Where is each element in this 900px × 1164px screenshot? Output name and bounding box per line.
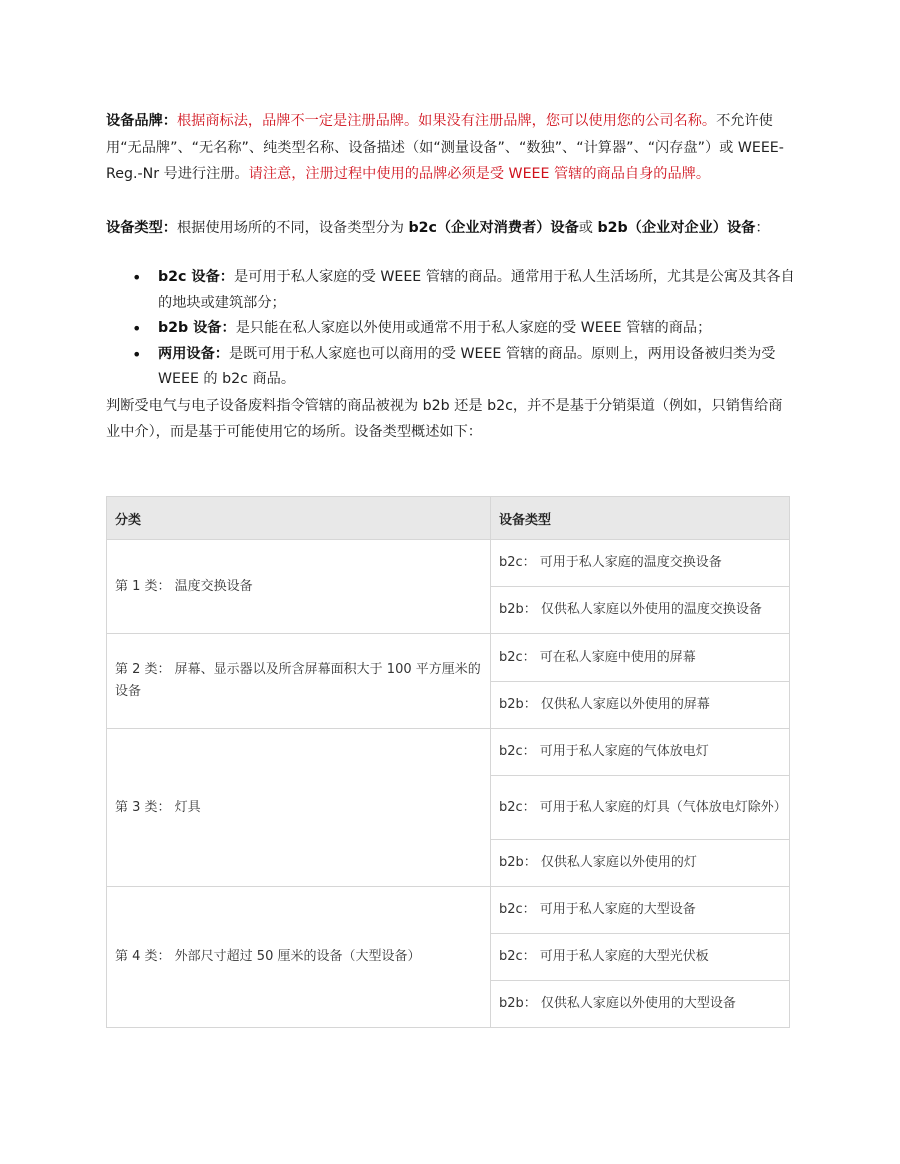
table-row [107, 634, 790, 682]
device-type-cell: b2b： 仅供私人家庭以外使用的温度交换设备 [491, 587, 790, 634]
brand-paragraph [106, 108, 796, 188]
table-row [107, 887, 790, 934]
table-row [107, 729, 790, 776]
bullet-desc: 是可用于私人家庭的受 WEEE 管辖的商品。通常用于私人生活场所，尤其是公寓及其各自的地块或建筑部分； [158, 269, 795, 311]
category-cell: 第 1 类： 温度交换设备 [107, 540, 491, 634]
brand-red-text-1: 根据商标法，品牌不一定是注册品牌。如果没有注册品牌，您可以使用您的公司名称。 [176, 113, 717, 129]
device-type-cell: b2b： 仅供私人家庭以外使用的灯 [491, 840, 790, 887]
bullet-desc: 是既可用于私人家庭也可以商用的受 WEEE 管辖的商品。原则上，两用设备被归类为受 WEEE 的 b2c 商品。 [158, 345, 776, 387]
bullet-term: b2c 设备： [158, 269, 234, 285]
type-text: 根据使用场所的不同，设备类型分为 [176, 219, 409, 236]
list-item [158, 265, 796, 316]
category-cell: 第 3 类： 灯具 [107, 729, 491, 887]
device-category-table [106, 496, 790, 1028]
device-type-cell: b2c： 可用于私人家庭的气体放电灯 [491, 729, 790, 776]
category-cell: 第 4 类： 外部尺寸超过 50 厘米的设备（大型设备） [107, 887, 491, 1028]
bullet-term: b2b 设备： [158, 320, 236, 336]
type-or: 或 [578, 219, 598, 236]
header-category: 分类 [107, 497, 491, 540]
device-type-list [106, 265, 796, 393]
list-item [158, 316, 796, 342]
category-cell: 第 2 类： 屏幕、显示器以及所含屏幕面积大于 100 平方厘米的设备 [107, 634, 491, 729]
device-type-cell: b2c： 可用于私人家庭的大型设备 [491, 887, 790, 934]
intro-paragraph: 判断受电气与电子设备废料指令管辖的商品被视为 b2b 还是 b2c，并不是基于分销渠道（例如，只销售给商业中介），而是基于可能使用它的场所。设备类型概述如下： [106, 397, 783, 440]
device-type-cell: b2c： 可用于私人家庭的温度交换设备 [491, 540, 790, 587]
type-b2c: b2c（企业对消费者）设备 [408, 219, 579, 236]
brand-red-text-2: 请注意，注册过程中使用的品牌必须是受 WEEE 管辖的商品自身的品牌。 [248, 166, 711, 182]
device-type-cell: b2c： 可用于私人家庭的大型光伏板 [491, 934, 790, 981]
bullet-desc: 是只能在私人家庭以外使用或通常不用于私人家庭的受 WEEE 管辖的商品； [235, 320, 712, 336]
device-type-cell: b2c： 可在私人家庭中使用的屏幕 [491, 634, 790, 682]
device-type-cell: b2b： 仅供私人家庭以外使用的大型设备 [491, 981, 790, 1028]
table-row [107, 540, 790, 587]
list-item [158, 342, 796, 393]
brand-normal-text: 不允许使用“无品牌”、“无名称”、纯类型名称、设备描述（如“测量设备”、“数独”、“计算器”、“闪存盘”）或 WEEE-Reg.-Nr 号进行注册。 [106, 113, 784, 182]
type-label: 设备类型： [106, 219, 177, 236]
document-body [106, 108, 796, 446]
device-type-cell: b2b： 仅供私人家庭以外使用的屏幕 [491, 682, 790, 729]
type-b2b: b2b（企业对企业）设备 [597, 219, 756, 236]
brand-label: 设备品牌： [106, 113, 177, 129]
type-end: ： [755, 219, 770, 236]
type-paragraph [106, 215, 796, 242]
table-header-row [107, 497, 790, 540]
bullet-term: 两用设备： [158, 345, 229, 362]
header-device-type: 设备类型 [491, 497, 790, 540]
device-type-cell: b2c： 可用于私人家庭的灯具（气体放电灯除外） [491, 776, 790, 840]
